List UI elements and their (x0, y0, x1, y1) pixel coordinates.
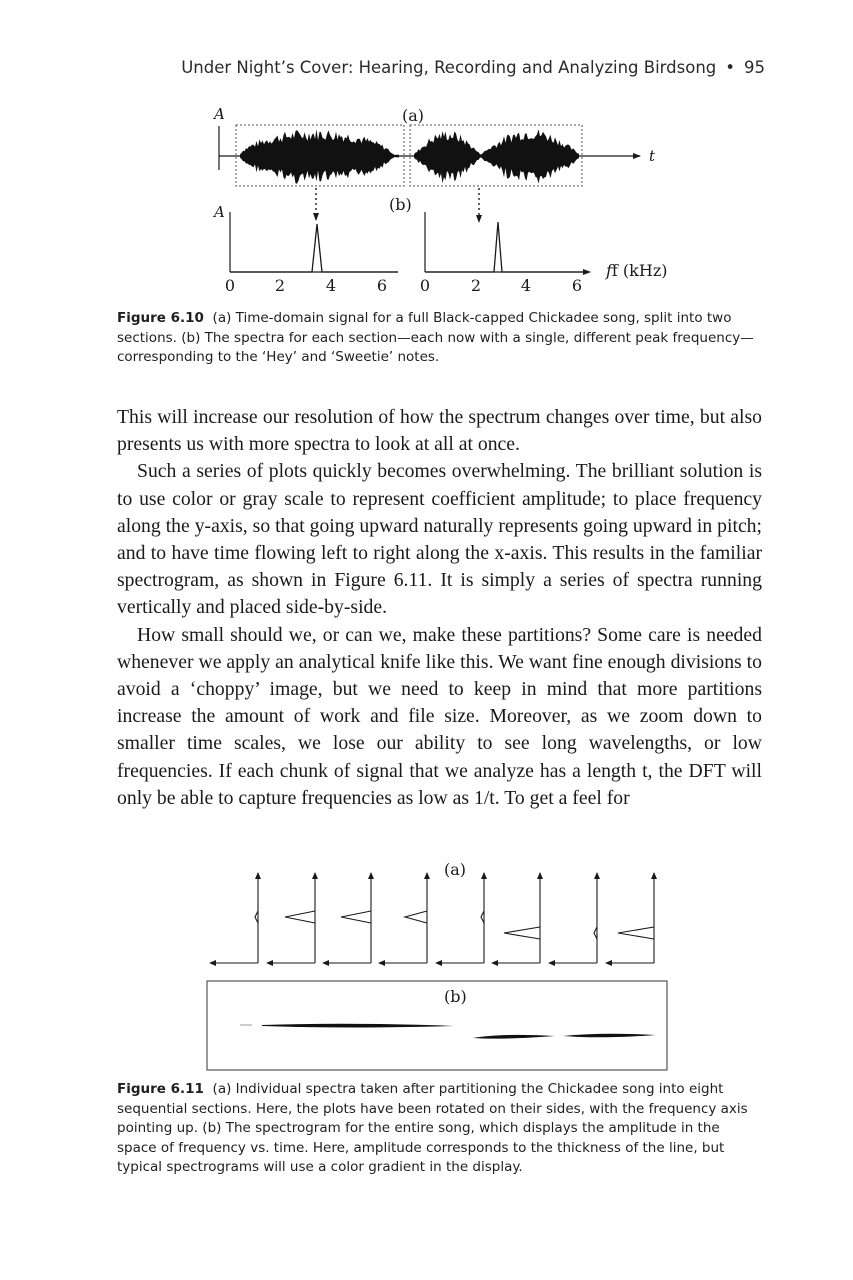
panel-b-label: (b) (389, 195, 412, 214)
body-text (117, 404, 762, 812)
figure-6-11-caption (117, 1080, 762, 1178)
spectrum-peak (405, 911, 427, 923)
spectrogram-trace-sweetie-2 (563, 1034, 656, 1038)
figure-label: Figure 6.10 (117, 310, 204, 326)
spectrogram-trace-hey (262, 1024, 454, 1028)
running-title: Under Night’s Cover: Hearing, Recording and Analyzing Birdsong (181, 58, 717, 77)
panel-b-label: (b) (444, 987, 467, 1006)
tick-label: 0 (419, 276, 431, 295)
spectrum-peak (618, 927, 654, 939)
spectrum-peak (341, 911, 371, 923)
header-separator: • (725, 58, 735, 77)
spectrum-2-peak (425, 222, 588, 272)
tick-label: 2 (274, 276, 286, 295)
spectrum-peak (285, 911, 315, 923)
spectrum-peak (504, 927, 540, 939)
waveform-section-1 (240, 129, 399, 184)
figure-6-11 (200, 855, 690, 1075)
amplitude-axis-label: A (214, 105, 225, 123)
time-axis-label: t (649, 147, 656, 165)
spectrum-amplitude-label: A (214, 203, 225, 221)
waveform-section-2 (414, 129, 579, 183)
spectrum-1-peak (230, 224, 398, 272)
frequency-axis-label: ff (kHz) (606, 261, 668, 280)
tick-label: 4 (520, 276, 532, 295)
paragraph: This will increase our resolution of how the spectrum changes over time, but also presents us with more spectra to look at all at once. (117, 406, 762, 456)
figure-6-10 (200, 100, 680, 300)
rotated-spectra (210, 873, 654, 963)
running-head (181, 58, 765, 77)
spectrogram-trace-sweetie-1 (473, 1035, 555, 1039)
tick-label: 4 (325, 276, 337, 295)
tick-label: 0 (224, 276, 236, 295)
caption-text: (a) Individual spectra taken after partitioning the Chickadee song into eight sequential sections. Here, the plots have been rotated on their sides, with the frequency axis pointing up. (b) The spectrogram for the entire song, which displays the amplitude in the space of frequency vs. time. Here, amplitude corresponds to the thickness of the line, but typical spectrograms will use a color gradient in the display. (117, 1081, 748, 1175)
tick-label: 6 (376, 276, 388, 295)
page-number: 95 (744, 58, 765, 77)
paragraph: How small should we, or can we, make these partitions? Some care is needed whenever we apply an analytical knife like this. We want fine enough divisions to avoid a ‘choppy’ image, but we need to keep in mind that more partitions increase the amount of work and file size. Moreover, as we zoom down to smaller time scales, we lose our ability to see long wavelengths, or low frequencies. If each chunk of signal that we analyze has a length t, the DFT will only be able to capture frequencies as low as 1/t. To get a feel for (117, 623, 762, 809)
panel-a-label: (a) (444, 860, 467, 879)
figure-label: Figure 6.11 (117, 1081, 204, 1097)
paragraph: Such a series of plots quickly becomes overwhelming. The brilliant solution is to use color or gray scale to represent coefficient amplitude; to place frequency along the y-axis, so that going upward naturally represents going upward in pitch; and to have time flowing left to right along the x-axis. This results in the familiar spectrogram, as shown in Figure 6.11. It is simply a series of spectra running vertically and placed side-by-side. (117, 460, 762, 619)
tick-label: 2 (470, 276, 482, 295)
caption-text: (a) Time-domain signal for a full Black-capped Chickadee song, split into two sections. (b) The spectra for each section—each now with a single, different peak frequency—corresponding to the ‘Hey’ and ‘Sweetie’ notes. (117, 310, 754, 365)
figure-6-10-caption (117, 309, 762, 368)
tick-label: 6 (571, 276, 583, 295)
panel-a-label: (a) (402, 106, 425, 125)
